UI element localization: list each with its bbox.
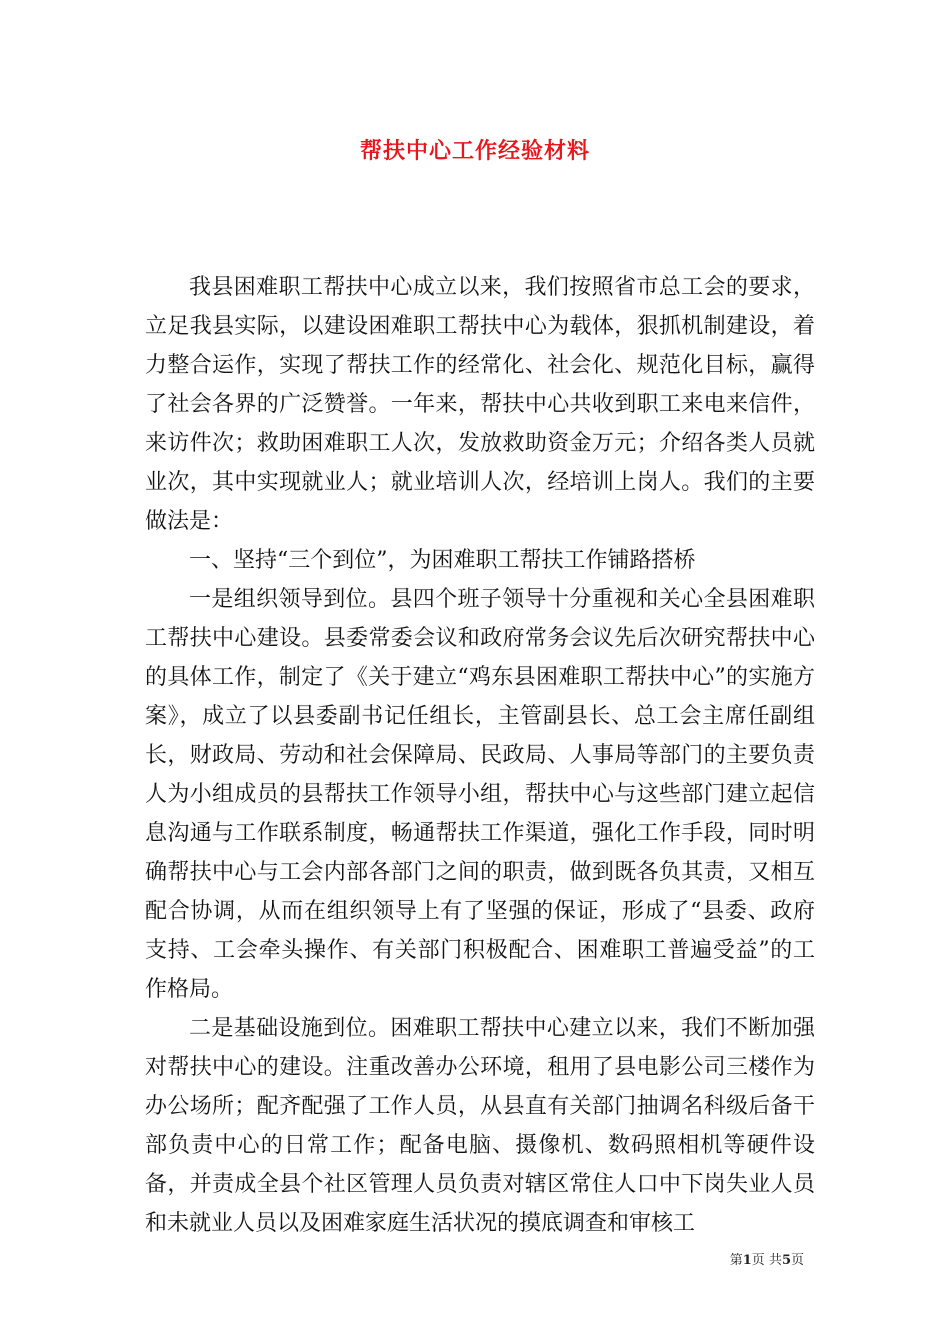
footer-current-page: 1	[742, 1253, 752, 1268]
paragraph-intro: 我县困难职工帮扶中心成立以来，我们按照省市总工会的要求，立足我县实际，以建设困难职工帮扶中心为载体，狠抓机制建设，着力整合运作，实现了帮扶工作的经常化、社会化、规范化目标，赢得了社会各界的广泛赞誉。一年来，帮扶中心共收到职工来电来信件，来访件次；救助困难职工人次，发放救助资金万元；介绍各类人员就业次，其中实现就业人；就业培训人次，经培训上岗人。我们的主要做法是：	[145, 275, 815, 534]
footer-suffix: 页	[790, 1253, 804, 1268]
paragraph-organization: 一是组织领导到位。县四个班子领导十分重视和关心全县困难职工帮扶中心建设。县委常委会议和政府常务会议先后次研究帮扶中心的具体工作，制定了《关于建立“鸡东县困难职工帮扶中心”的实施方案》，成立了以县委副书记任组长，主管副县长、总工会主席任副组长，财政局、劳动和社会保障局、民政局、人事局等部门的主要负责人为小组成员的县帮扶工作领导小组，帮扶中心与这些部门建立起信息沟通与工作联系制度，畅通帮扶工作渠道，强化工作手段，同时明确帮扶中心与工会内部各部门之间的职责，做到既各负其责，又相互配合协调，从而在组织领导上有了坚强的保证，形成了“县委、政府支持、工会牵头操作、有关部门积极配合、困难职工普遍受益”的工作格局。	[145, 587, 815, 1002]
footer-prefix: 第	[729, 1253, 743, 1268]
footer-total-pages: 5	[781, 1253, 791, 1268]
section-heading-one: 一、坚持“三个到位”，为困难职工帮扶工作铺路搭桥	[189, 548, 696, 573]
footer-middle: 页 共	[751, 1253, 782, 1268]
paragraph-infrastructure: 二是基础设施到位。困难职工帮扶中心建立以来，我们不断加强对帮扶中心的建设。注重改善办公环境，租用了县电影公司三楼作为办公场所；配齐配强了工作人员，从县直有关部门抽调名科级后备干部负责中心的日常工作；配备电脑、摄像机、数码照相机等硬件设备，并责成全县个社区管理人员负责对辖区常住人口中下岗失业人员和未就业人员以及困难家庭生活状况的摸底调查和审核工	[145, 1016, 815, 1236]
document-title: 帮扶中心工作经验材料	[359, 138, 590, 164]
document-body	[145, 268, 815, 1243]
page-number-footer	[730, 1249, 804, 1268]
